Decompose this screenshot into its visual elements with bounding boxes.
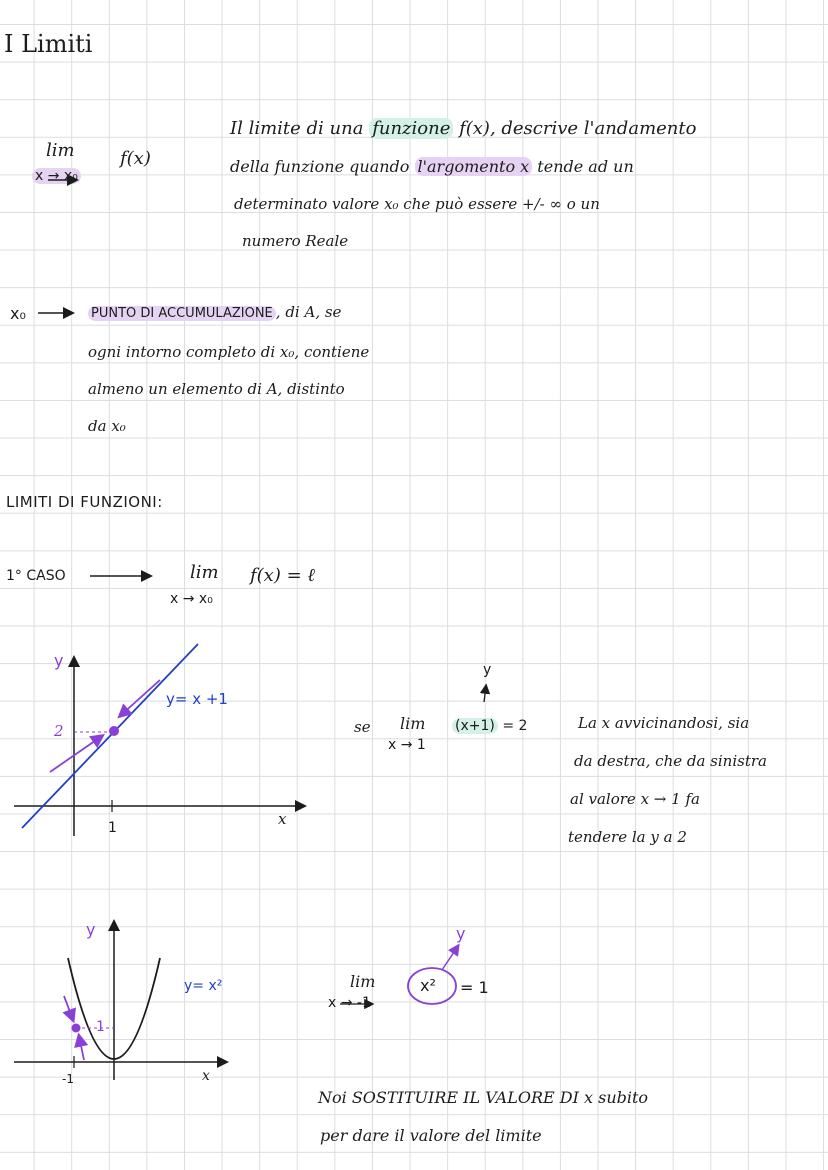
note-line-1: Noi SOSTITUIRE IL VALORE DI x subito	[318, 1088, 649, 1107]
definition-line-1c: f(x), descrive l'andamento	[453, 118, 697, 139]
graph2-curve-label: y= x²	[184, 978, 223, 994]
graph1	[14, 644, 304, 836]
graph2-point	[72, 1024, 81, 1033]
definition-line-2a: della funzione quando	[230, 157, 415, 176]
example1-lim: lim	[400, 714, 426, 733]
graph2-approach-bottom-arrow	[79, 1036, 84, 1060]
lim-notation: lim	[46, 140, 75, 161]
graph2-tick-x: -1	[62, 1072, 74, 1086]
case1-label: 1° CASO	[6, 568, 66, 584]
graph2	[14, 922, 226, 1080]
example2-result: = 1	[460, 978, 489, 997]
example1-y-mark: y	[483, 662, 492, 678]
example1-explain-2: da destra, che da sinistra	[574, 752, 767, 770]
example2-lim: lim	[350, 972, 376, 991]
graph1-curve-label: y= x +1	[166, 690, 228, 708]
graph2-y-label: y	[86, 920, 96, 939]
example1-explain-1: La x avvicinandosi, sia	[578, 714, 750, 732]
example1-result: = 2	[502, 718, 528, 734]
accumulation-x0: x₀	[10, 304, 26, 323]
case1-expr: f(x) = ℓ	[250, 565, 315, 586]
example1-expr: (x+1)	[452, 718, 498, 734]
example2-subscript: x → -1	[328, 995, 371, 1011]
example1-y-arrow-icon	[484, 686, 486, 702]
graph1-tick-x: 1	[108, 820, 117, 836]
page-title: I Limiti	[4, 30, 93, 58]
section-title: LIMITI DI FUNZIONI:	[6, 493, 163, 511]
accumulation-line-4: da x₀	[88, 417, 126, 435]
definition-line-2c: tende ad un	[532, 157, 634, 176]
note-line-2: per dare il valore del limite	[320, 1126, 542, 1145]
example1-explain-3: al valore x → 1 fa	[570, 790, 700, 808]
graph1-tick-y: 2	[54, 722, 64, 740]
accumulation-heading: PUNTO DI ACCUMULAZIONE	[88, 306, 276, 321]
definition-line-4: numero Reale	[242, 232, 349, 250]
example1-se: se	[354, 718, 371, 736]
example1-subscript: x → 1	[388, 737, 426, 753]
accumulation-line-2: ogni intorno completo di x₀, contiene	[88, 343, 370, 361]
case1-lim: lim	[190, 562, 219, 583]
case1-subscript: x → x₀	[170, 591, 213, 607]
graph1-curve-line	[22, 644, 198, 828]
definition-keyword-funzione: funzione	[369, 118, 453, 139]
lim-subscript-text: x → x₀	[32, 168, 81, 184]
graph1-approach-right-arrow	[120, 680, 160, 716]
lim-function: f(x)	[120, 148, 151, 169]
graph2-approach-top-arrow	[64, 996, 73, 1020]
example2-y-mark: y	[456, 924, 466, 943]
example2-expr: x²	[420, 976, 436, 995]
accumulation-line-1-rest: , di A, se	[275, 303, 342, 321]
graph1-x-label: x	[278, 810, 287, 828]
definition-keyword-argomento: l'argomento x	[415, 157, 533, 176]
accumulation-line-3: almeno un elemento di A, distinto	[88, 380, 345, 398]
graph1-approach-left-arrow	[50, 736, 102, 772]
definition-line-3: determinato valore x₀ che può essere +/- ∞ o un	[234, 195, 600, 213]
example1-explain-4: tendere la y a 2	[568, 828, 687, 846]
example2-y-arrow-icon	[442, 946, 458, 970]
example2-circle	[408, 968, 456, 1004]
graph2-tick-y: 1	[96, 1019, 105, 1035]
graph1-y-label: y	[54, 651, 64, 670]
definition-line-1a: Il limite di una	[230, 118, 370, 139]
graph2-x-label: x	[202, 1068, 210, 1084]
graph1-point	[109, 726, 119, 736]
